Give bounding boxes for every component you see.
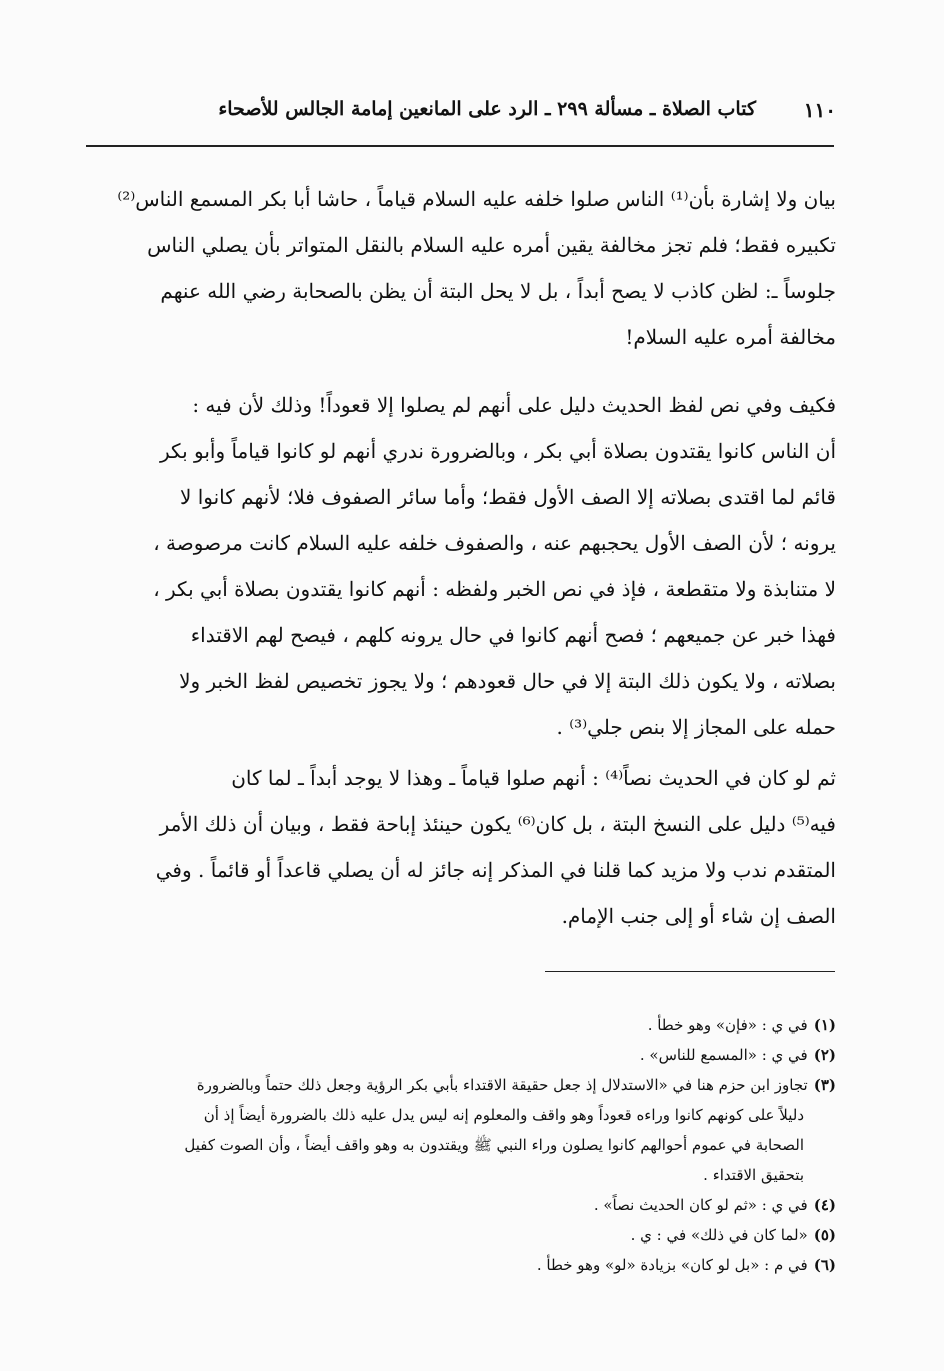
text-line: بصلاته ، ولا يكون ذلك البتة إلا في حال قعودهم ؛ ولا يجوز تخصيص لفظ الخبر ولا xyxy=(179,669,836,693)
footnote-text: في م : «بل لو كان» بزيادة «لو» وهو خطأ . xyxy=(536,1256,808,1274)
footnote-text: في ي : «المسمع للناس» . xyxy=(639,1046,808,1064)
running-header xyxy=(86,96,836,136)
footnote-separator xyxy=(545,971,835,972)
paragraph-1 xyxy=(80,176,836,360)
text-line: تكبيره فقط؛ فلم تجز مخالفة يقين أمره عليه السلام بالنقل المتواتر بأن يصلي الناس xyxy=(147,233,836,257)
footnote-text: تجاوز ابن حزم هنا في «الاستدلال إذ جعل حقيقة الاقتداء بأبي بكر الرؤية وجعل ذلك حتماً وبالضرورة xyxy=(196,1076,808,1094)
text-line: فكيف وفي نص لفظ الحديث دليل على أنهم لم يصلوا إلا قعوداً! وذلك لأن فيه : xyxy=(192,393,836,417)
footnote-text: بتحقيق الاقتداء . xyxy=(703,1166,804,1184)
footnote-6 xyxy=(80,1250,836,1280)
footnote-number: (٦) xyxy=(813,1256,836,1274)
footnote-number: (٥) xyxy=(813,1226,836,1244)
footnote-number: (٤) xyxy=(813,1196,836,1214)
text-line: قائم لما اقتدى بصلاته إلا الصف الأول فقط؛ وأما سائر الصفوف فلا؛ لأنهم كانوا لا xyxy=(179,485,836,509)
footnote-number: (١) xyxy=(813,1016,836,1034)
text-line: ثم لو كان في الحديث نصاً⁽⁴⁾ : أنهم صلوا قياماً ـ وهذا لا يوجد أبداً ـ لما كان xyxy=(231,766,836,790)
paragraph-2 xyxy=(80,382,836,750)
footnote-number: (٣) xyxy=(813,1076,836,1094)
footnotes xyxy=(80,1010,836,1280)
footnote-text: دليلاً على كونهم كانوا وراءه قعوداً وهو واقف والمعلوم إنه ليس يدل عليه ذلك بالضرورة أيضاً إذ أن xyxy=(203,1106,804,1124)
footnote-text: في ي : «فإن» وهو خطأ . xyxy=(647,1016,808,1034)
footnote-text: في ي : «ثم لو كان الحديث نصاً» . xyxy=(593,1196,808,1214)
footnote-text: الصحابة في عموم أحوالهم كانوا يصلون وراء النبي ﷺ ويقتدون به وهو واقف أيضاً ، وأن الصوت كفيل xyxy=(184,1136,804,1154)
text-line: حمله على المجاز إلا بنص جلي⁽³⁾ . xyxy=(556,715,836,739)
text-line: المتقدم ندب ولا مزيد كما قلنا في المذكر إنه جائز له أن يصلي قاعداً أو قائماً . وفي xyxy=(155,858,836,882)
text-line: بيان ولا إشارة بأن⁽¹⁾ الناس صلوا خلفه عليه السلام قياماً ، حاشا أبا بكر المسمع الناس⁽²⁾ xyxy=(117,187,836,211)
footnote-5 xyxy=(80,1220,836,1250)
running-title: كتاب الصلاة ـ مسألة ٢٩٩ ـ الرد على المانعين إمامة الجالس للأصحاء xyxy=(218,98,756,120)
text-line: مخالفة أمره عليه السلام! xyxy=(625,325,836,349)
text-line: فهذا خبر عن جميعهم ؛ فصح أنهم كانوا في حال يرونه كلهم ، فيصح لهم الاقتداء xyxy=(190,623,836,647)
footnote-text: «لما كان في ذلك» في : ي . xyxy=(630,1226,808,1244)
text-line: فيه⁽⁵⁾ دليل على النسخ البتة ، بل كان⁽⁶⁾ يكون حينئذ إباحة فقط ، وبيان أن ذلك الأمر xyxy=(159,812,836,836)
text-line: الصف إن شاء أو إلى جنب الإمام. xyxy=(561,904,836,928)
footnote-1 xyxy=(80,1010,836,1040)
text-line: لا متنابذة ولا متقطعة ، فإذ في نص الخبر ولفظه : أنهم كانوا يقتدون بصلاة أبي بكر ، xyxy=(153,577,836,601)
text-line: يرونه ؛ لأن الصف الأول يحجبهم عنه ، والصفوف خلفه عليه السلام كانت مرصوصة ، xyxy=(153,531,836,555)
text-line: جلوساً ـ: لظن كاذب لا يصح أبداً ، بل لا يحل البتة أن يظن بالصحابة رضي الله عنهم xyxy=(160,279,836,303)
footnote-4 xyxy=(80,1190,836,1220)
footnote-number: (٢) xyxy=(813,1046,836,1064)
text-line: أن الناس كانوا يقتدون بصلاة أبي بكر ، وبالضرورة ندري أنهم لو كانوا قياماً وأبو بكر xyxy=(159,439,836,463)
paragraph-3 xyxy=(80,755,836,939)
footnote-3 xyxy=(80,1070,836,1190)
page-number: ١١٠ xyxy=(803,98,836,122)
footnote-2 xyxy=(80,1040,836,1070)
header-rule xyxy=(86,145,834,147)
